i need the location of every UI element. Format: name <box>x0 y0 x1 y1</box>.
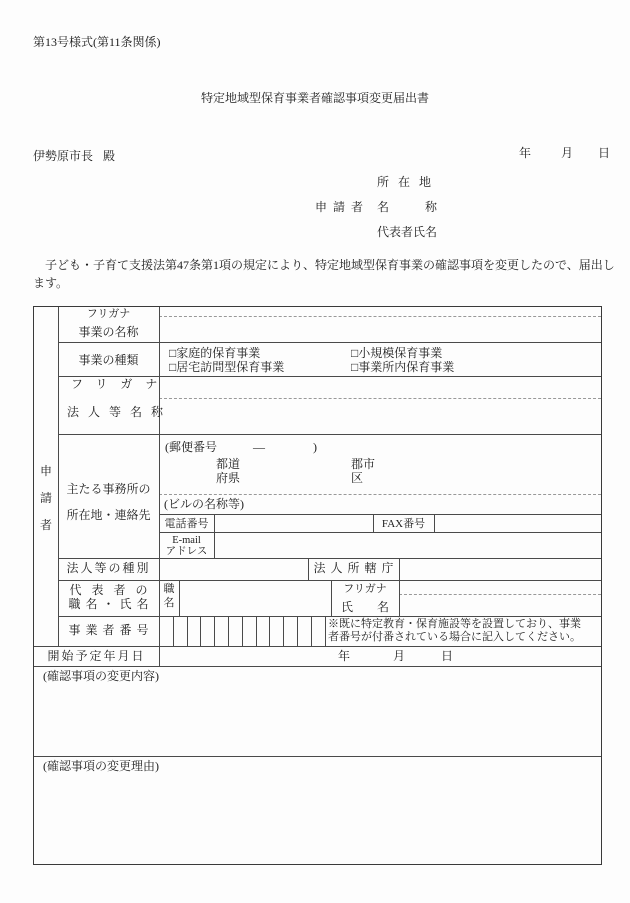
addressee-honorific: 殿 <box>103 149 116 163</box>
main-table <box>33 306 602 865</box>
grid-line-h <box>58 434 601 435</box>
representative-furigana-label: フリガナ <box>343 583 387 595</box>
form-number: 第13号様式(第11条関係) <box>33 35 161 49</box>
business-type-option-4: □事業所内保育事業 <box>351 360 455 374</box>
grid-line-h <box>58 616 601 617</box>
operator-number-box-divider <box>269 616 270 646</box>
header-date-day-label: 日 <box>598 146 611 160</box>
prefecture-label-line2: 府県 <box>216 471 241 485</box>
furigana-divider-dashed <box>159 398 601 399</box>
applicant-char: 請 <box>39 490 52 505</box>
grid-line-h <box>159 532 601 533</box>
email-label-line2: アドレス <box>165 546 208 557</box>
business-name-label: 事業の名称 <box>78 325 139 339</box>
applicant-char: 申 <box>39 464 52 478</box>
office-label-line1: 主たる事務所の <box>66 482 151 496</box>
postal-code-field: (郵便番号 — ) <box>165 440 317 454</box>
body-text-line1: 子ども・子育て支援法第47条第1項の規定により、特定地域型保育事業の確認事項を変更したので、届出し <box>45 258 615 272</box>
operator-number-box-divider <box>187 616 188 646</box>
grid-line-h <box>58 558 601 559</box>
change-content-label: (確認事項の変更内容) <box>43 669 159 683</box>
applicant-char: 者 <box>39 517 52 532</box>
grid-line-h <box>34 666 601 667</box>
business-type-option-1: □家庭的保育事業 <box>169 346 261 360</box>
applicant-address-label: 所在地 <box>377 175 441 189</box>
grid-line-v <box>214 514 215 558</box>
grid-line-v <box>159 307 160 666</box>
operator-number-box-divider <box>283 616 284 646</box>
grid-line-h <box>34 756 601 757</box>
address-divider-dashed <box>159 494 601 495</box>
business-type-option-3: □居宅訪問型保育事業 <box>169 360 285 374</box>
change-reason-label: (確認事項の変更理由) <box>43 759 159 773</box>
addressee: 伊勢原市長 <box>33 149 94 163</box>
grid-line-v <box>179 580 180 616</box>
grid-line-v <box>434 514 435 532</box>
representative-label-line2: 職名・氏名 <box>68 597 154 611</box>
grid-line-h <box>159 514 601 515</box>
start-date-year-label: 年 <box>338 649 351 663</box>
office-label-line2: 所在地・連絡先 <box>66 508 151 522</box>
operator-number-label: 事業者番号 <box>68 623 154 637</box>
corporate-name-label: 法人等名称 <box>67 405 173 419</box>
page-title: 特定地域型保育事業者確認事項変更届出書 <box>200 91 429 105</box>
header-date-month-label: 月 <box>561 146 574 160</box>
grid-line-h <box>58 342 601 343</box>
tel-label: 電話番号 <box>164 518 209 530</box>
start-date-day-label: 日 <box>441 649 454 663</box>
business-name-furigana-label: フリガナ <box>86 308 131 320</box>
grid-line-h <box>34 646 601 647</box>
corporate-category-label: 法人等の種別 <box>66 561 151 575</box>
representative-label-line1: 代表者の <box>69 583 158 597</box>
header-date-year-label: 年 <box>519 146 532 160</box>
building-name-label: (ビルの名称等) <box>164 497 244 511</box>
business-type-option-2: □小規模保育事業 <box>351 346 443 360</box>
corporate-name-furigana-label: フリガナ <box>71 377 171 391</box>
operator-number-box-divider <box>242 616 243 646</box>
operator-number-note-line1: ※既に特定教育・保育施設等を設置しており、事業 <box>328 618 581 630</box>
prefecture-label-line1: 都道 <box>216 457 241 471</box>
operator-number-box-divider <box>228 616 229 646</box>
job-title-char2: 名 <box>163 597 175 609</box>
applicant-group-header <box>34 465 58 532</box>
city-label-line1: 郡市 <box>351 457 376 471</box>
start-date-month-label: 月 <box>393 649 406 663</box>
operator-number-box-divider <box>256 616 257 646</box>
email-label-line1: E-mail <box>172 535 201 546</box>
job-title-char1: 職 <box>163 583 175 595</box>
body-text-line2: ます。 <box>33 276 69 290</box>
operator-number-box-divider <box>297 616 298 646</box>
furigana-divider-dashed <box>399 594 601 595</box>
representative-name-label: 氏 名 <box>340 600 389 614</box>
operator-number-box-divider <box>214 616 215 646</box>
applicant-representative-label: 代表者氏名 <box>377 225 438 239</box>
applicant-label: 申請者 <box>315 200 370 214</box>
operator-number-note-line2: 者番号が付番されている場合に記入してください。 <box>328 631 581 643</box>
fax-label: FAX番号 <box>381 518 426 530</box>
operator-number-box-divider <box>200 616 201 646</box>
grid-line-v <box>399 558 400 616</box>
furigana-divider-dashed <box>159 316 601 317</box>
start-date-label: 開始予定年月日 <box>47 649 146 663</box>
business-type-label: 事業の種類 <box>78 353 139 367</box>
operator-number-box-divider <box>173 616 174 646</box>
grid-line-h <box>58 580 601 581</box>
applicant-name-label: 名称 <box>377 200 474 214</box>
city-label-line2: 区 <box>351 471 364 485</box>
operator-number-box-divider <box>311 616 312 646</box>
grid-line-v <box>325 616 326 646</box>
jurisdiction-label: 法人所轄庁 <box>313 561 399 575</box>
